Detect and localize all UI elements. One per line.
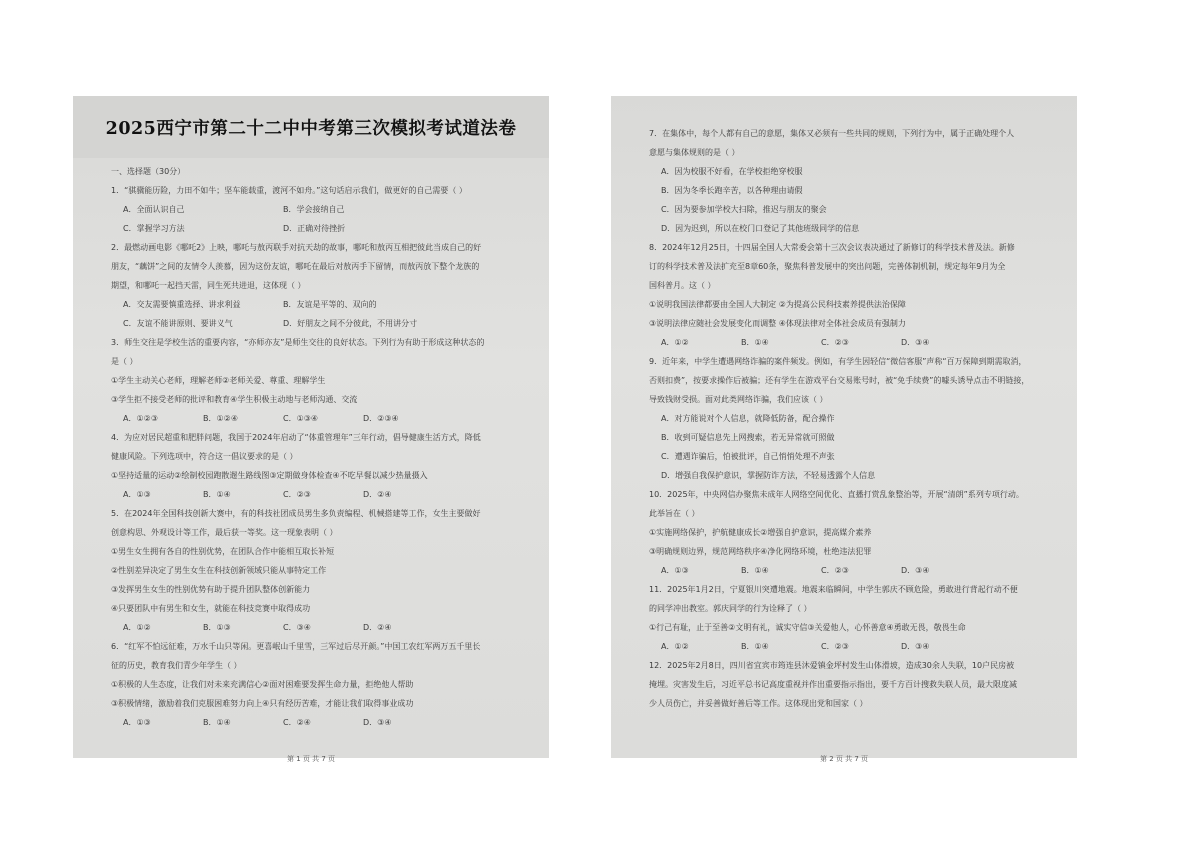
option-b: B．因为冬季长跑辛苦，以各种理由请假	[661, 186, 803, 195]
option-c: C．②③	[821, 338, 849, 347]
option-b: B．①②④	[203, 414, 239, 423]
option-c: C．②③	[821, 642, 849, 651]
question-stem: 12．2025年2月8日，四川省宜宾市筠连县沐爱镇金坪村发生山体滑坡，造成30余人失联，10户民房被	[649, 661, 1015, 670]
option-a: A．①②	[661, 338, 689, 347]
question-stem: ③积极情绪，激励着我们克服困难努力向上④只有经历苦难，才能让我们取得事业成功	[111, 699, 414, 708]
question-stem: 的同学冲出教室。郭庆同学的行为诠释了（ ）	[649, 604, 812, 613]
option-d: D．③④	[901, 642, 930, 651]
option-d: D．②④	[363, 490, 392, 499]
option-a: A．①③	[123, 718, 151, 727]
option-b: B．①④	[741, 642, 769, 651]
option-b: B．①④	[203, 718, 231, 727]
option-b: B．①④	[203, 490, 231, 499]
page-footer: 第 2 页 共 7 页	[819, 755, 869, 763]
option-c: C．②④	[283, 718, 311, 727]
question-stem: 此举旨在（ ）	[649, 509, 700, 518]
option-a: A．对方能说对个人信息，就降低防备，配合操作	[661, 414, 835, 423]
question-stem: 健康风险。下列选项中，符合这一倡议要求的是（ ）	[111, 452, 298, 461]
option-a: A．①③	[661, 566, 689, 575]
option-c: C．①③④	[283, 414, 319, 423]
question-stem: 2．最燃动画电影《哪吒2》上映，哪吒与敖丙联手对抗天劫的故事，哪吒和敖丙互相把彼此当成自己的好	[111, 243, 482, 252]
question-stem: ③明确规则边界，规范网络秩序④净化网络环境，杜绝违法犯罪	[649, 547, 872, 556]
option-a: A．①②	[661, 642, 689, 651]
exam-title: 2025西宁市第二十二中中考第三次模拟考试道法卷	[105, 118, 517, 139]
question-stem: 10．2025年，中央网信办聚焦未成年人网络空间优化、直播打赏乱象整治等，开展“清朗”系列专项行动。	[649, 490, 1024, 499]
option-a: A．①②③	[123, 414, 158, 423]
question-stem: 是（ ）	[111, 357, 138, 366]
option-b: B．友谊是平等的、双向的	[283, 300, 377, 309]
question-stem: ③发挥男生女生的性别优势有助于提升团队整体创新能力	[111, 585, 311, 594]
question-stem: 创意构思、外观设计等工作，最后获一等奖。这一现象表明（ ）	[111, 528, 338, 537]
option-b: B．①④	[741, 566, 769, 575]
page-footer: 第 1 页 共 7 页	[286, 755, 336, 763]
option-d: D．正确对待挫折	[283, 224, 346, 233]
option-a: A．①②	[123, 623, 151, 632]
option-d: D．③④	[363, 718, 392, 727]
question-stem: ③说明法律应随社会发展变化而调整 ④体现法律对全体社会成员有强制力	[649, 319, 906, 328]
option-a: A．交友需要慎重选择、讲求利益	[123, 300, 241, 309]
option-a: A．①③	[123, 490, 151, 499]
page-2-content	[611, 96, 1077, 713]
question-stem: 5．在2024年全国科技创新大赛中，有的科技社团成员男生多负责编程、机械搭建等工作，女生主要做好	[111, 509, 481, 518]
question-stem: 少人员伤亡，并妥善做好善后等工作。这体现出党和国家（ ）	[649, 699, 868, 708]
option-c: C．③④	[283, 623, 311, 632]
section-heading: 一、选择题（30分）	[111, 167, 186, 176]
question-stem: 朋友，“藕饼”之间的友情令人羡慕，因为这份友谊，哪吒在最后对敖丙手下留情，而敖丙放下整个龙族的	[111, 262, 480, 271]
option-c: C．掌握学习方法	[123, 224, 185, 233]
question-stem: 订的科学技术普及法扩充至8章60条，聚焦科普发展中的突出问题，完善体制机制，规定每年9月为全	[649, 262, 1006, 271]
option-d: D．因为迟到，所以在校门口登记了其他班级同学的信息	[661, 224, 860, 233]
option-d: D．增强自我保护意识，掌握防诈方法，不轻易透露个人信息	[661, 471, 876, 480]
option-c: C．②③	[283, 490, 311, 499]
question-stem: ①行己有耻，止于至善②文明有礼，诚实守信③关爱他人，心怀善意④勇敢无畏，敬畏生命	[649, 623, 966, 632]
option-d: D．②③④	[363, 414, 399, 423]
option-c: C．因为要参加学校大扫除，推迟与朋友的聚会	[661, 205, 827, 214]
question-stem: ①坚持适量的运动②绘制校园跑散遛生路线图③定期做身体检查④不吃早餐以减少热量摄入	[111, 471, 428, 480]
option-b: B．收到可疑信息先上网搜索，若无异常就可照做	[661, 433, 835, 442]
question-stem: 意愿与集体规则的是（ ）	[649, 148, 740, 157]
option-c: C．友谊不能讲原则、要讲义气	[123, 319, 233, 328]
question-stem: 9．近年来，中学生遭遇网络诈骗的案件频发。例如，有学生因轻信“微信客服”声称“百万保障到期需取消，	[649, 357, 1027, 366]
question-stem: 8．2024年12月25日，十四届全国人大常委会第十三次会议表决通过了新修订的科学技术普及法。新修	[649, 243, 1015, 252]
question-stem: 导致钱财受损。面对此类网络诈骗，我们应该（ ）	[649, 395, 828, 404]
question-stem: 国科普月。这（ ）	[649, 281, 716, 290]
exam-page-1	[73, 96, 549, 763]
question-stem: 11．2025年1月2日，宁夏银川突遭地震。地震来临瞬间，中学生郭庆不顾危险，勇敢进行背起行动不便	[649, 585, 1018, 594]
option-c: C．遭遇诈骗后，怕被批评，自己悄悄处理不声张	[661, 452, 835, 461]
question-stem: 4．为应对居民超重和肥胖问题，我国于2024年启动了“体重管理年”三年行动，倡导健康生活方式，降低	[111, 433, 481, 442]
question-stem: ④只要团队中有男生和女生，就能在科技竞赛中取得成功	[111, 604, 311, 613]
question-stem: 1．“骐骥能历险，力田不如牛；坚车能载重，渡河不如舟。”这句话启示我们，做更好的自己需要（ ）	[111, 186, 467, 195]
option-d: D．好朋友之间不分彼此，不用讲分寸	[283, 319, 418, 328]
question-stem: ①男生女生拥有各自的性别优势，在团队合作中能相互取长补短	[111, 547, 335, 556]
question-stem: ①积极的人生态度，让我们对未来充满信心②面对困难要发挥生命力量，拒绝他人帮助	[111, 680, 414, 689]
question-stem: 征的历史，教育我们青少年学生（ ）	[111, 661, 242, 670]
question-stem: ①说明我国法律都要由全国人大制定 ②为提高公民科技素养提供法治保障	[649, 300, 906, 309]
exam-page-2	[611, 96, 1077, 763]
option-d: D．③④	[901, 338, 930, 347]
question-stem: 期望，和哪吒一起挡天雷，同生死共进退，这体现（ ）	[111, 281, 306, 290]
question-stem: ③学生拒不接受老师的批评和教育④学生积极主动地与老师沟通、交流	[111, 395, 358, 404]
option-a: A．因为校服不好看，在学校拒绝穿校服	[661, 167, 803, 176]
question-stem: 3．师生交往是学校生活的重要内容，“亦师亦友”是师生交往的良好状态。下列行为有助于形成这种状态的	[111, 338, 485, 347]
question-stem: 6．“红军不怕远征难，万水千山只等闲。更喜岷山千里雪，三军过后尽开颜。”中国工农红军两万五千里长	[111, 642, 481, 651]
option-d: D．②④	[363, 623, 392, 632]
question-stem: 7．在集体中，每个人都有自己的意愿，集体又必须有一些共同的规则，下列行为中，属于正确处理个人	[649, 129, 1015, 138]
option-a: A．全面认识自己	[123, 205, 185, 214]
question-stem: 掩埋。灾害发生后，习近平总书记高度重视并作出重要指示指出，要千方百计搜救失联人员，最大限度减	[649, 680, 1017, 689]
option-b: B．学会接纳自己	[283, 205, 345, 214]
option-b: B．①④	[741, 338, 769, 347]
option-b: B．①③	[203, 623, 231, 632]
question-stem: ②性别差异决定了男生女生在科技创新领域只能从事特定工作	[111, 566, 327, 575]
question-stem: ①实施网络保护，护航健康成长②增强自护意识，提高媒介素养	[649, 528, 872, 537]
option-d: D．③④	[901, 566, 930, 575]
question-stem: ①学生主动关心老师，理解老师②老师关爱、尊重、理解学生	[111, 376, 326, 385]
option-c: C．②③	[821, 566, 849, 575]
page-1-content	[73, 158, 549, 732]
question-stem: 否则扣费”，按要求操作后被骗；还有学生在游戏平台交易账号时，被“免手续费”的噱头诱导点击不明链接，	[649, 376, 1030, 385]
title-band	[73, 96, 549, 158]
